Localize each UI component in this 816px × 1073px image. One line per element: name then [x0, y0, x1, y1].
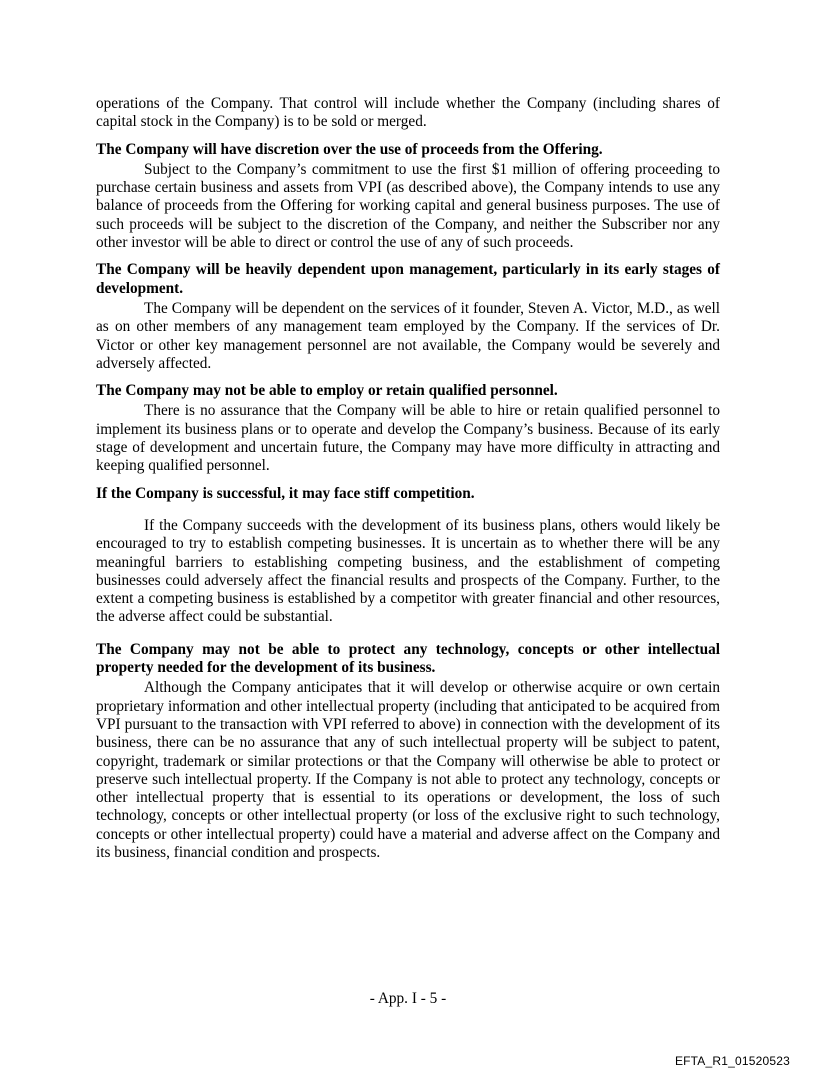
section-body-management-dependence: The Company will be dependent on the services of it founder, Steven A. Victor, M.D., as well as on other members of any management team employed by the Company. If the services of Dr. Victor or other key management personnel are not available, the Company would be severely and adversely affected.: [96, 299, 720, 372]
section-heading-competition: If the Company is successful, it may face stiff competition.: [96, 484, 475, 502]
section-heading-use-of-proceeds: The Company will have discretion over the use of proceeds from the Offering.: [96, 140, 603, 158]
section-heading-qualified-personnel: The Company may not be able to employ or retain qualified personnel.: [96, 382, 558, 400]
document-body: [96, 95, 720, 862]
section-body-competition: If the Company succeeds with the development of its business plans, others would likely be encouraged to try to establish competing businesses. It is uncertain as to whether there will be any meaningful barriers to establishing competing business, and the establishment of competing businesses could adversely affect the financial results and prospects of the Company. Further, to the extent a competing business is established by a competitor with greater financial and other resources, the adverse affect could be substantial.: [96, 516, 720, 626]
section-heading-management-dependence: The Company will be heavily dependent upon management, particularly in its early stages of development.: [96, 261, 720, 297]
section-heading-intellectual-property: The Company may not be able to protect any technology, concepts or other intellectual property needed for the development of its business.: [96, 640, 720, 677]
section-body-intellectual-property: Although the Company anticipates that it will develop or otherwise acquire or own certain proprietary information and other intellectual property (including that anticipated to be acquired from VPI pursuant to the transaction with VPI referred to above) in connection with the development of its business, there can be no assurance that any of such intellectual property will be subject to patent, copyright, trademark or similar protections or that the Company will otherwise be able to protect or preserve such intellectual property. If the Company is not able to protect any technology, concepts or other intellectual property that is essential to its operations or development, the loss of such technology, concepts or other intellectual property (or loss of the exclusive right to such technology, concepts or other intellectual property) could have a material and adverse affect on the Company and its business, financial condition and prospects.: [96, 679, 720, 861]
section-body-qualified-personnel: There is no assurance that the Company will be able to hire or retain qualified personnel to implement its business plans or to operate and develop the Company’s business. Because of its early stage of development and uncertain future, the Company may have more difficulty in attracting and keeping qualified personnel.: [96, 402, 720, 475]
page-number: - App. I - 5 -: [369, 990, 447, 1007]
section-body-use-of-proceeds: Subject to the Company’s commitment to use the first $1 million of offering proceeding to purchase certain business and assets from VPI (as described above), the Company intends to use any balance of proceeds from the Offering for working capital and general business purposes. The use of such proceeds will be subject to the discretion of the Company, and neither the Subscriber nor any other investor will be able to direct or control the use of any of such proceeds.: [96, 160, 720, 252]
intro-paragraph: operations of the Company. That control will include whether the Company (including shares of capital stock in the Company) is to be sold or merged.: [96, 95, 720, 131]
document-id: EFTA_R1_01520523: [674, 1054, 790, 1068]
